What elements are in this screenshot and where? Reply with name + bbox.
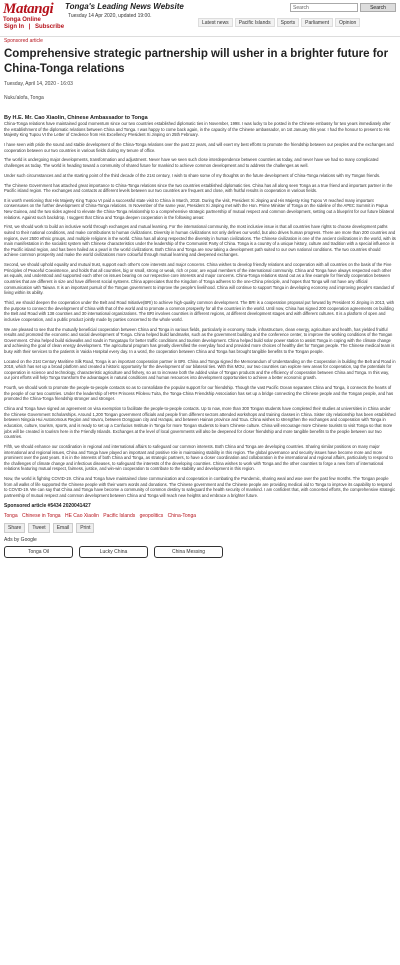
ad-button[interactable]: Tonga Oil xyxy=(4,546,73,558)
email-button[interactable]: Email xyxy=(53,523,74,533)
paragraph: Fourth, we should work to promote the people-to-people contacts so as to consolidate the popular support for our friendship. Though the vast Pacific Ocean separates China and Tonga, it connects the hearts of the people of our two countries. Under the leadership of HRH Princess Pilolevu Tuita, the Tonga-China Friendship Association has set up a bridge connecting the Chinese people and the Tongan people, and has promoted the China-Tonga friendship stronger and stronger. xyxy=(4,385,394,402)
subscribe-link[interactable]: Subscribe xyxy=(35,24,65,30)
paragraph: Third, we should deepen the cooperation under the Belt and Road Initiative(BRI) to achieve high-quality common development. The BRI is a cooperation proposal put forward by President Xi Jinping in 2013, with the purpose to connect the development of China with that of the world and to promote a common prosperity for all the countries in the world. Until now, China has signed 200 cooperation agreements on building the Belt and Road with 138 countries and 30 international organizations. The BRI involves countries in different regions, at different development stages and with different cultures. It is a platform of open and inclusive cooperation, and a public product jointly made by parties concerned to the whole world. xyxy=(4,299,395,322)
paragraph: Second, we should uphold equality and mutual trust, support each other's core interests and major concerns. China wishes to develop friendly relations and cooperation with all countries on the basis of the Five Principles of Peaceful Coexistence, and holds that all countries, big or small, strong or weak, rich or poor, are equal members of the international community. China and Tonga have always respected each other as equals, and understood and supported each other on issues bearing on our respective core interests and major concerns. China-Tonga relations stand out as a fine example for friendly cooperation between countries that are different in size and have different social systems. China appreciates that the Kingdom of Tonga adheres to the one-China principle, and hopes that Tonga will not have any official communication with Taiwan. It is an important pursuit of the Tongan government to improve the people's livelihood. China will continue to support Tonga in developing economy and improving people's standard of living within its ability. xyxy=(4,262,395,296)
nav-opinion[interactable]: Opinion xyxy=(335,18,360,27)
nav-sports[interactable]: Sports xyxy=(277,18,299,27)
site-header xyxy=(0,0,400,37)
paragraph: China-Tonga relations have maintained good momentum since our two countries established diplomatic ties in November, 1998. I was lucky to be posted in the Chinese embassy for two years immediately after the establishment of the diplomatic relations between China and Tonga. I was happy to come back again, in the capacity of the Chinese ambassador, on 1st January this year. I had the honour to present to His Majesty King Tupou VI the Letter of Credence from His Excellency President Xi Jinping on 25th February. xyxy=(4,121,391,138)
article-title: Comprehensive strategic partnership will usher in a brighter future for China-Tonga relations xyxy=(4,48,389,75)
site-tagline: Tonga's Leading News Website xyxy=(65,2,184,11)
ad-row xyxy=(4,546,396,558)
account-links: Sign In | Subscribe xyxy=(4,24,65,30)
ads-label: Ads by Google xyxy=(4,536,37,543)
tag-link[interactable]: China-Tonga xyxy=(167,512,197,519)
search-input[interactable]: Search xyxy=(290,3,358,12)
sponsored-id: Sponsored article #5434 2020041427 xyxy=(4,502,91,509)
article-byline: By H.E. Mr. Cao Xiaolin, Chinese Ambassador to Tonga xyxy=(4,115,148,121)
sponsored-label: Sponsored article xyxy=(4,38,43,44)
paragraph: Under such circumstances and at the starting point of the third decade of the 21st century, I wish to share some of my thoughts on the future development of China-Tonga relations with my Tongan friends. xyxy=(4,172,381,178)
ad-button[interactable]: Lucky China xyxy=(79,546,148,558)
tag-link[interactable]: Pacific Islands xyxy=(103,512,136,519)
share-button[interactable]: Share xyxy=(4,523,25,533)
logo-subtitle: Tonga Online xyxy=(3,17,41,23)
paragraph: China and Tonga have signed an agreement on visa exemption to facilitate the people-to-people contacts. Up to now, more than 300 Tongan students have completed their studies at universities in China under the Chinese Government Scholarships. Around 1,200 Tongan government officials and people from different sectors attended workshops and training classes in China. Sister city relationship has been established between Ningxia Hui Autonomous Region and Vava'u, between Dongguan city and Ha'apai, and between Hainan province and 'Eua. China wishes to strengthen the exchanges and cooperation with Tonga in education, culture, tourism, sports, and is ready to set up a Confucius Institute in Tonga for more Tongan students to learn Chinese culture. China will encourage more Chinese tourists to visit Tonga so that more jobs will be created in tourism here in the Friendly Islands. Exchanges at the level of local governments will also be deepened for closer friendship and more tangible benefits to the people between our two countries. xyxy=(4,406,396,440)
paragraph: Fifth, we should enhance our coordination in regional and international affairs to safeguard our common interests. Both China and Tonga are developing countries. Sharing similar positions on many major international and regional issues, China and Tonga have played an important and positive role in maintaining stability in this region. The global governance and security issues have become more and more prominent over the past years. It is in the interests of both China and Tonga, as strategic partners, to have a closer coordination and collaboration in the international and regional affairs, particularly to respond to the challenges of climate change and infectious diseases, to safeguard the interests of the developing countries. China wishes to work with Tonga and the other countries to forge a new form of international relations featuring mutual respect, fairness, justice, and win-win cooperation to contribute to the stability and development in this region. xyxy=(4,443,393,472)
nav-parliament[interactable]: Parliament xyxy=(301,18,333,27)
tag-link[interactable]: Chinese in Tonga xyxy=(22,512,61,519)
logo-title: Matangi xyxy=(3,1,54,17)
share-bar xyxy=(4,523,396,533)
tag-link[interactable]: HE Cao Xiaolin xyxy=(64,512,99,519)
paragraph: First, we should work to build an inclusive world through exchanges and mutual learning. For the international community, the most inclusive issue is that all countries have rights to choose development paths suited to their national conditions, and make contributions to human civilizations. Diversity in human civilizations not only defines our world, but also drives human progress. There are more than 200 countries and regions, over 2500 ethnic groups, and multiple religions in the world. China has all along respected the diversity in human civilizations. The Chinese civilization is one of the ancient civilizations in the world, with its main manifestation in the socialist system with Chinese characteristics under the leadership of the Communist Party of China. Tonga is a country of a unique history, culture and tradition with a special influence in the Pacific island region, and has been hailed as a pearl in the world civilizations. Both China and Tonga are now taking a development path suited to our own national conditions. The two countries should achieve common prosperity and make the world civilizations more colourful through mutual learning and deepened exchanges. xyxy=(4,224,396,258)
article xyxy=(4,38,396,558)
nav-latest-news[interactable]: Latest news xyxy=(198,18,233,27)
tag-link[interactable]: Tonga xyxy=(4,512,18,519)
ads-section xyxy=(4,537,396,558)
main-nav xyxy=(198,18,360,27)
paragraph: Located on the 21st Century Maritime Silk Road, Tonga is an important cooperation partner in BRI. China and Tonga signed the Memorandum of Understanding on the Cooperation in building the Belt and Road in 2018, which has set up a broad platform and created a historic opportunity for the development of our bilateral ties. With this MOU, our two countries can explore new areas for cooperation, tap the potentials for cooperation in science and technology, characteristic agriculture and fishery, so as to increase both the added value of Tongan products and the efficiency of cooperation between China and Tonga. In this way, our joint efforts will help Tonga transform the advantages in natural conditions and human resources into development opportunities to achieve a better economic growth. xyxy=(4,358,396,381)
site-logo[interactable] xyxy=(3,2,63,24)
nav-pacific-islands[interactable]: Pacific Islands xyxy=(235,18,275,27)
search-button[interactable]: Search xyxy=(360,3,396,12)
tag-link[interactable]: geopolitics xyxy=(139,512,164,519)
site-dateline: Tuesday 14 Apr 2020, updated 19:00. xyxy=(68,13,152,19)
tweet-button[interactable]: Tweet xyxy=(28,523,49,533)
paragraph: The world is undergoing major developments, transformation and adjustment. Never have we seen such close interdependence between countries as today, and never have we had so many complicated challenges as today. The world is heading toward a community of shared future for mankind to achieve common development and to address the challenges as well. xyxy=(4,157,379,168)
ad-button[interactable]: China Messing xyxy=(154,546,223,558)
tag-list xyxy=(4,513,396,519)
paragraph: It is worth mentioning that His Majesty King Tupou VI paid a successful state visit to China in March, 2018. During the visit, President Xi Jinping and His Majesty King Tupou VI reached many important consensuses on the further development of China-Tonga relations. In November of the same year, President Xi Jinping met with the Hon. Prime Minister of Tonga on the sideline of the APEC Summit in Papua New Guinea, and the two sides agreed to elevate the China-Tonga relationship to a comprehensive strategic partnership of mutual respect and common development, setting out a blueprint for our future bilateral relations. Against such backdrop, I suggest that China and Tonga deepen cooperation in the following areas: xyxy=(4,197,394,220)
paragraph: The Chinese Government has attached great importance to China-Tonga relations since the two countries established diplomatic ties. China has all along seen Tonga as a true friend and important partner in the Pacific island region. The exchanges and contacts at different levels between our two countries are frequent and close, with fruitful results in cooperation in various fields. xyxy=(4,182,393,194)
sign-in-link[interactable]: Sign In xyxy=(4,24,24,30)
paragraph: Now, the world is fighting COVID-19. China and Tonga have maintained close communication and cooperation in combating the Pandemic, sharing weal and woe over the past few months. The Tongan people from all walks of life supported the Chinese people with their warm words and donations. The Chinese government and the Chinese people are providing medical aid to Tonga to improve its capability to respond to COVID-19. We can say that China and Tonga have become a community of common destiny to safeguard the health security of mankind. I am confident that, with concerted efforts, the comprehensive strategic partnership of mutual respect and common development between China and Tonga will reach new heights and embrace a brighter future. xyxy=(4,476,396,498)
article-body xyxy=(4,121,396,498)
paragraph: We are pleased to see that the mutually beneficial cooperation between China and Tonga in various fields, particularly in economy, trade, infrastructure, clean energy, agriculture and health, has yielded fruitful results and promoted the economic and social development of Tonga. China helped build landmarks, such as the government building and the conference center, to improve the working conditions of the Tongan Government. China helped build sidewalks and roads in Tongatapu for better traffic conditions and tourism development. China helped build solar power station to assist Tonga in coping with the climate change and achieving the goal of clean energy development. The agricultural program has greatly diversified the everyday food and provided more choices of healthy diet for Tongan people. The Chinese medical team is busy with their services to the patients in Vaiola Hospital every day. In a word, the cooperation between China and Tonga has brought tangible benefits to the Tongan people. xyxy=(4,326,395,354)
paragraph: I have seen with pride the sound and stable development of the China-Tonga relations over the past 22 years, and will exert my best efforts to promote the friendship between our peoples and the exchanges and cooperation between our two countries in various fields during my tenure of office. xyxy=(4,141,394,153)
article-place: Nuku'alofa, Tonga xyxy=(4,95,44,101)
article-date: Tuesday, April 14, 2020 - 16:03 xyxy=(4,81,73,87)
print-button[interactable]: Print xyxy=(76,523,94,533)
